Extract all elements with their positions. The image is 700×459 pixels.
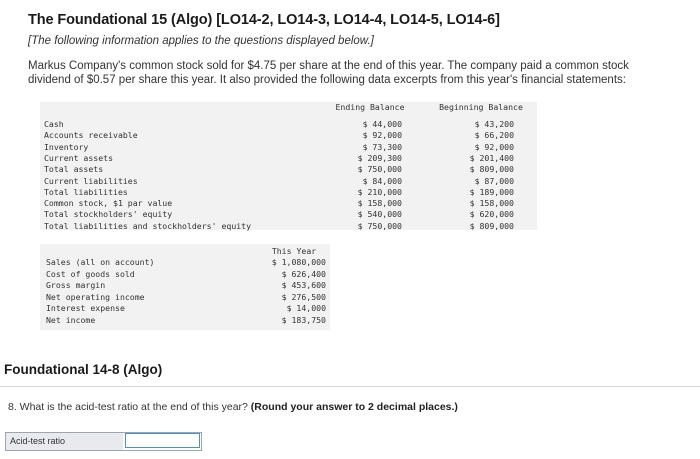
ending-balance-value: $ 750,000: [357, 164, 402, 175]
problem-title: The Foundational 15 (Algo) [LO14-2, LO14-3, LO14-4, LO14-5, LO14-6]: [28, 12, 500, 28]
beginning-balance-value: $ 809,000: [469, 220, 514, 231]
balance-sheet-table: [40, 102, 537, 230]
income-statement-row: [40, 280, 330, 292]
row-label: Interest expense: [46, 303, 125, 313]
beginning-balance-value: $ 43,200: [474, 119, 514, 129]
income-statement-row: [40, 269, 330, 281]
beginning-balance-value: $ 809,000: [469, 164, 514, 175]
row-label: Common stock, $1 par value: [44, 198, 173, 209]
balance-sheet-row: [40, 119, 537, 131]
row-label: Accounts receivable: [44, 130, 138, 141]
context-line-2: dividend of $0.57 per share this year. It also provided the following data excerpts from this year's financial statements:: [28, 74, 626, 86]
row-label: Net operating income: [46, 291, 145, 302]
row-label: Total liabilities: [44, 186, 128, 197]
question-prompt: 8. What is the acid-test ratio at the end of this year?: [8, 401, 248, 413]
row-label: Current assets: [44, 152, 114, 163]
problem-subtitle: [The following information applies to the questions displayed below.]: [28, 35, 374, 47]
income-statement-row: [40, 292, 330, 304]
balance-sheet-row: [40, 153, 537, 165]
beginning-balance-value: $ 620,000: [469, 209, 514, 220]
row-label: Total liabilities and stockholders' equity: [44, 220, 252, 231]
beginning-balance-value: $ 201,400: [469, 152, 514, 163]
row-label: Total assets: [44, 164, 104, 175]
this-year-value: $ 183,750: [281, 314, 326, 325]
row-label: Current liabilities: [44, 175, 138, 186]
section-title: Foundational 14-8 (Algo): [4, 362, 163, 377]
beginning-balance-value: $ 189,000: [469, 186, 514, 197]
section-divider: [0, 386, 700, 387]
this-year-value: $ 14,000: [286, 303, 326, 313]
problem-context: [28, 59, 678, 87]
ending-balance-value: $ 210,000: [357, 186, 402, 197]
question-text: [8, 401, 458, 413]
income-statement-row: [40, 315, 330, 327]
row-label: Gross margin: [46, 280, 106, 290]
ending-balance-value: $ 92,000: [362, 130, 402, 141]
ending-balance-value: $ 73,300: [362, 141, 402, 152]
beginning-balance-value: $ 66,200: [474, 130, 514, 141]
balance-sheet-row: [40, 198, 537, 210]
balance-sheet-row: [40, 142, 537, 154]
ending-balance-value: $ 209,300: [357, 152, 402, 163]
balance-sheet-row: [40, 176, 537, 188]
ending-balance-value: $ 750,000: [357, 220, 402, 231]
this-year-header: This Year: [271, 246, 317, 256]
income-statement-row: [40, 303, 330, 315]
balance-sheet-row: [40, 221, 537, 233]
this-year-value: $ 453,600: [281, 280, 326, 290]
acid-test-ratio-label: Acid-test ratio: [6, 433, 123, 450]
balance-sheet-row: [40, 209, 537, 221]
beginning-balance-value: $ 158,000: [469, 198, 514, 209]
context-line-1: Markus Company's common stock sold for $4.75 per share at the end of this year. The company paid a common stock: [28, 60, 629, 72]
answer-row: [5, 432, 202, 451]
ending-balance-value: $ 540,000: [357, 209, 402, 220]
ending-balance-value: $ 158,000: [357, 198, 402, 209]
balance-sheet-row: [40, 187, 537, 199]
row-label: Cash: [44, 119, 64, 129]
ending-balance-value: $ 84,000: [362, 175, 402, 186]
income-statement-row: [40, 257, 330, 269]
beginning-balance-value: $ 92,000: [474, 141, 514, 152]
acid-test-ratio-input[interactable]: [125, 433, 200, 448]
ending-balance-header: Ending Balance: [335, 102, 405, 112]
ending-balance-value: $ 44,000: [362, 119, 402, 129]
beginning-balance-header: Beginning Balance: [439, 102, 523, 112]
row-label: Sales (all on account): [46, 257, 155, 267]
question-instruction: (Round your answer to 2 decimal places.): [250, 401, 458, 413]
row-label: Net income: [46, 314, 96, 325]
balance-sheet-row: [40, 130, 537, 142]
row-label: Total stockholders' equity: [44, 209, 173, 220]
row-label: Cost of goods sold: [46, 268, 135, 279]
this-year-value: $ 276,500: [281, 291, 326, 302]
row-label: Inventory: [44, 141, 89, 152]
income-statement-table: [40, 244, 330, 330]
this-year-value: $ 626,400: [281, 268, 326, 279]
this-year-value: $ 1,080,000: [271, 257, 326, 267]
beginning-balance-value: $ 87,000: [474, 175, 514, 186]
balance-sheet-row: [40, 164, 537, 176]
